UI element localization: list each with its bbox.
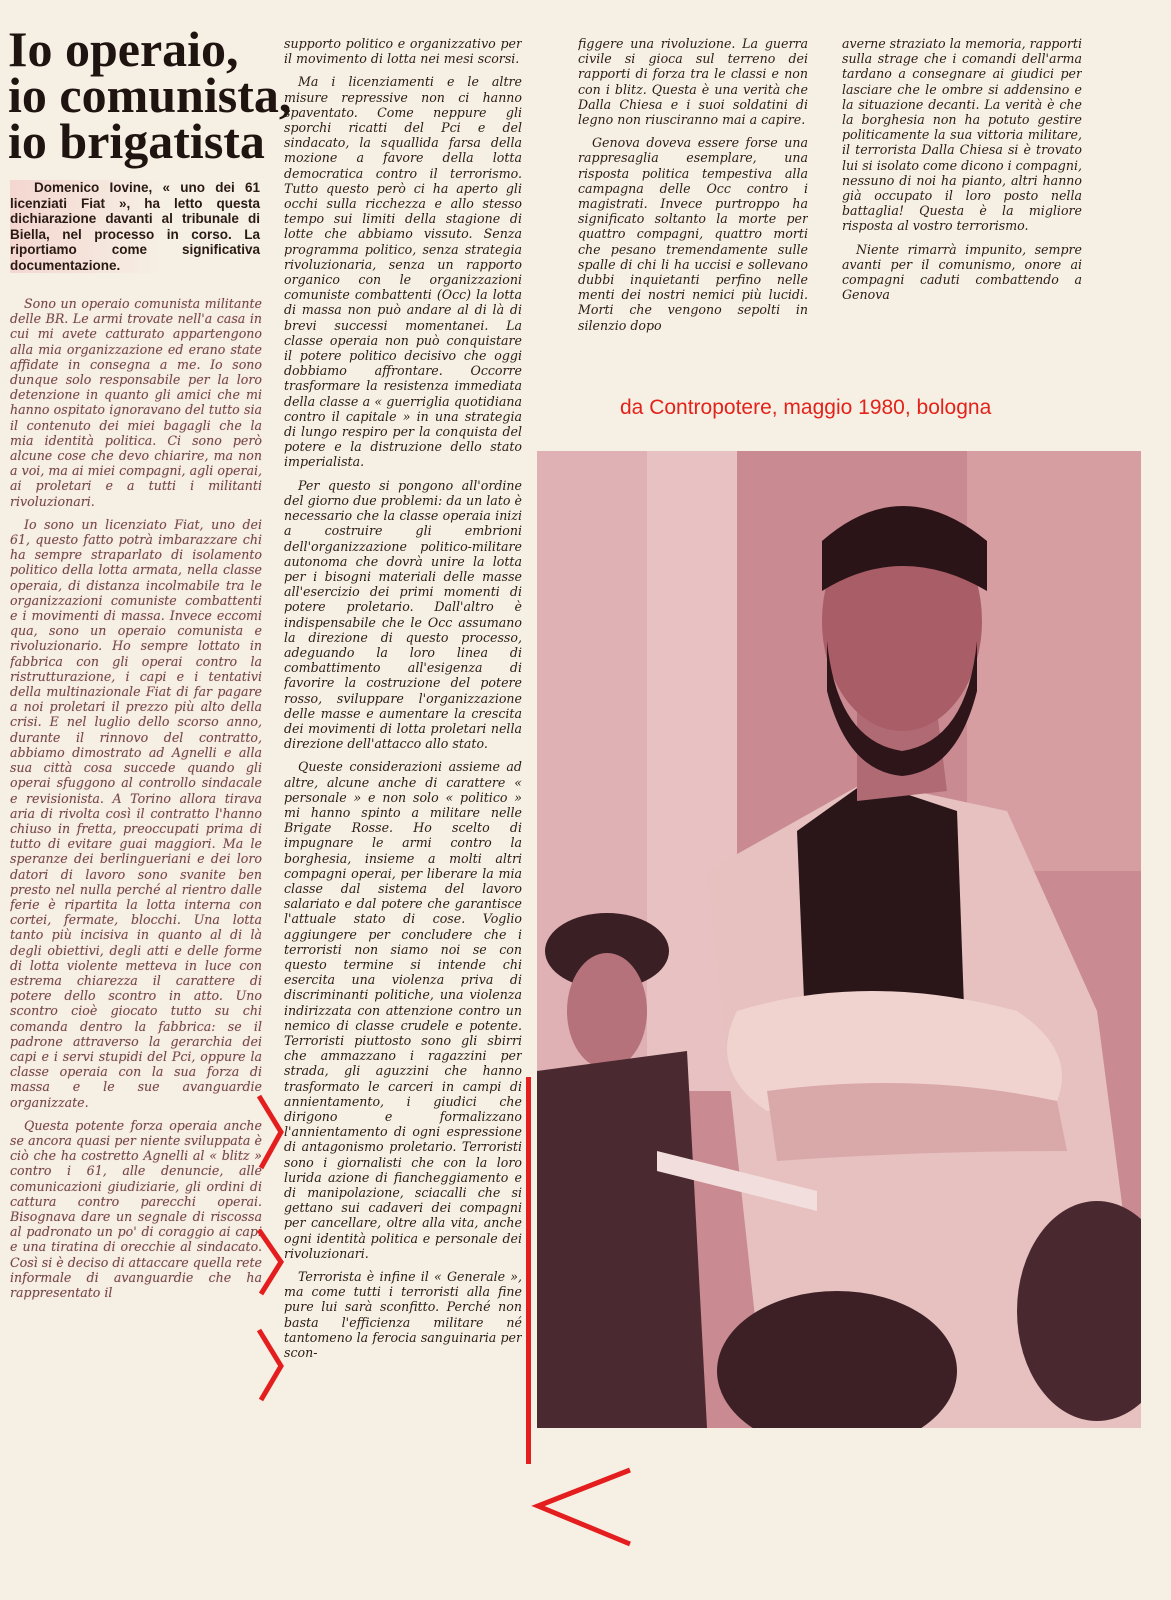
paragraph: Io sono un licenziato Fiat, uno dei 61, questo fatto potrà imbarazzare chi ha sempre straparlato di isolamento politico della lotta armata, nella classe operaia, di distanza incolmabile tra le organizzazioni comuniste combattenti e i movimenti di massa. Invece eccomi qua, sono un operaio comunista e rivoluzionario. Ho sempre lottato in fabbrica con gli operai contro la ristrutturazione, i capi e i tentativi della multinazionale Fiat di far pagare a noi proletari il prezzo più alto della crisi. E nel luglio dello scorso anno, durante il rinnovo del contratto, abbiamo dimostrato ad Agnelli e alla sua città cosa succede quando gli operai sfuggono al controllo sindacale e revisionista. A Torino allora tirava aria di rivolta così il contratto l'hanno chiuso in fretta, preoccupati prima di tutto di evitare guai maggiori. Ma le speranze dei berlingueriani e dei loro datori di lavoro sono svanite ben presto nel nulla perché al rientro dalle ferie è ripartita la lotta interna con cortei, fermate, blocchi. Una lotta tanto più incisiva in quanto al di là degli obiettivi, degli atti e delle forme di lotta violente metteva in luce con estrema chiarezza il carattere di potere dello scontro in atto. Uno scontro cioè giocato tutto su chi comanda dentro la fabbrica: se il padrone attraverso la gerarchia dei capi e i servi stupidi del Pci, oppure la classe operaia con la sua forza di massa e le sue avanguardie organizzate.	[10, 516, 262, 1110]
paragraph: supporto politico e organizzativo per il movimento di lotta nei mesi scorsi.	[284, 36, 522, 67]
standfirst: Domenico Iovine, « uno dei 61 licenziati Fiat », ha letto questa dichiarazione davanti al tribunale di Biella, nel processo in corso. La riportiamo come significativa documentazione.	[10, 180, 260, 273]
paragraph: figgere una rivoluzione. La guerra civile si gioca sul terreno dei rapporti di forza tra le classi e non con i blitz. Questa è una verità che Dalla Chiesa e i suoi soldatini di legno non riusciranno mai a capire.	[578, 36, 808, 128]
paragraph: Queste considerazioni assieme ad altre, alcune anche di carattere « personale » e non solo « politico » mi hanno spinto a militare nelle Brigate Rosse. Ho scelto di impugnare le armi contro la borghesia, insieme a molti altri compagni operai, per liberare la mia classe dal sistema del lavoro salariato e dal potere che garantisce l'attuale stato di cose. Voglio aggiungere per concludere che i terroristi non siamo noi se con questo termine si intende chi esercita una violenza priva di discriminanti politiche, una violenza indirizzata con attenzione contro un nemico di classe crudele e potente. Terroristi piuttosto sono gli sbirri che ammazzano i ragazzini per strada, gli aguzzini che hanno trasformato le carceri in campi di annientamento, i giudici che dirigono e formalizzano l'annientamento di ogni espressione di antagonismo proletario. Terroristi sono i giornalisti che con la loro lurida azione di fiancheggiamento e di manipolazione, sciacalli che si gettano sui cadaveri dei compagni per cancellare, oltre alla vita, anche ogni identità politica e personale dei rivoluzionari.	[284, 759, 522, 1261]
paragraph: Terrorista è infine il « Generale », ma come tutti i terroristi alla fine pure lui sarà sconfitto. Perché non basta l'efficienza militare né tantomeno la ferocia sanguinaria per scon-	[284, 1269, 522, 1361]
paragraph: averne straziato la memoria, rapporti sulla strage che i comandi dell'arma tardano a consegnare ai giudici per lasciare che le ombre si addensino e la situazione decanti. La verità è che la borghesia non ha potuto gestire politicamente la sua vittoria militare, il terrorista Dalla Chiesa si è trovato lui si isolato come dicono i compagni, nessuno di noi ha pianto, altri hanno già occupato il loro posto nella battaglia! Questa è la migliore risposta al vostro terrorismo.	[842, 36, 1082, 234]
paragraph: Genova doveva essere forse una rappresaglia esemplare, una risposta politica tempestiva alla campagna delle Occ contro i magistrati. Invece purtroppo ha significato soltanto la morte per quattro compagni, quattro morti che pesano tremendamente sulle spalle di chi li ha uccisi e sollevano dubbi inquietanti perfino nelle menti dei nostri nemici più lucidi. Morti che vengono sepolti in silenzio dopo	[578, 135, 808, 333]
paragraph: Ma i licenziamenti e le altre misure repressive non ci hanno spaventato. Come neppure gli sporchi ricatti del Pci e del sindacato, la squallida farsa della mozione a favore della lotta democratica contro il terrorismo. Tutto questo però ci ha aperto gli occhi sulla ricchezza e allo stesso tempo sui limiti della stagione di lotte che abbiamo vissuto. Senza programma politico, senza strategia rivoluzionaria, senza un rapporto organico con le organizzazioni comuniste combattenti (Occ) la lotta di massa non può andare al di là di brevi successi momentanei. La classe operaia non può conquistare il potere politico decisivo che oggi dobbiamo affrontare. Occorre trasformare la resistenza immediata della classe a « guerriglia quotidiana contro il capitale » in una strategia di lungo respiro per la conquista del potere e la distruzione dello stato imperialista.	[284, 74, 522, 470]
photo-illustration	[537, 451, 1141, 1428]
red-bracket-marks	[255, 1090, 285, 1420]
red-margin-line	[526, 1077, 531, 1464]
red-arrow-mark	[530, 1462, 640, 1552]
article-column-2	[284, 36, 522, 1600]
paragraph: Per questo si pongono all'ordine del giorno due problemi: da un lato è necessario che la classe operaia inizi a costruire gli embrioni dell'organizzazione politico-militare autonoma che dovrà unire la lotta per i bisogni materiali delle masse all'esercizio dei primi momenti di potere proletario. Dall'altro è indispensabile che le Occ assumano la direzione di questo processo, adeguando la loro linea di combattimento all'esigenza di favorire la costruzione del potere rosso, sviluppare l'organizzazione delle masse e aumentare la crescita dei movimenti di lotta proletari nella direzione dell'attacco allo stato.	[284, 477, 522, 752]
bearded-man-photo	[537, 451, 1141, 1428]
paragraph: Sono un operaio comunista militante delle BR. Le armi trovate nell'a casa in cui mi avete catturato appartengono alla mia organizzazione ed erano state affidate in consegna a me. Io sono dunque solo responsabile per la loro detenzione in quanto gli amici che mi hanno ospitato ignoravano del tutto sia il contenuto dei miei bagagli che la mia identità politica. Ci sono però alcune cose che devo chiarire, ma non a voi, ma ai miei compagni, agli operai, ai proletari e a tutti i militanti rivoluzionari.	[10, 296, 262, 509]
paragraph: Questa potente forza operaia anche se ancora quasi per niente sviluppata è ciò che ha costretto Agnelli al « blitz » contro i 61, alle denuncie, alle comunicazioni giudiziarie, gli ordini di cattura contro parecchi operai. Bisognava dare un segnale di riscossa al padronato un po' di coraggio ai capi e una tiratina di orecchie al sindacato. Così si è deciso di attaccare quella rete informale di avanguardie che ha rappresentato il	[10, 1117, 262, 1300]
headline	[8, 21, 292, 169]
article-column-3	[578, 36, 808, 378]
headline-line: Io operaio,	[8, 21, 239, 77]
paragraph: Niente rimarrà impunito, sempre avanti per il comunismo, onore ai compagni caduti combattendo a Genova	[842, 241, 1082, 303]
source-credit: da Contropotere, maggio 1980, bologna	[620, 396, 992, 419]
article-column-4	[842, 36, 1082, 378]
article-column-1	[10, 296, 262, 1600]
headline-line: io comunista,	[8, 67, 292, 123]
headline-line: io brigatista	[8, 113, 265, 169]
